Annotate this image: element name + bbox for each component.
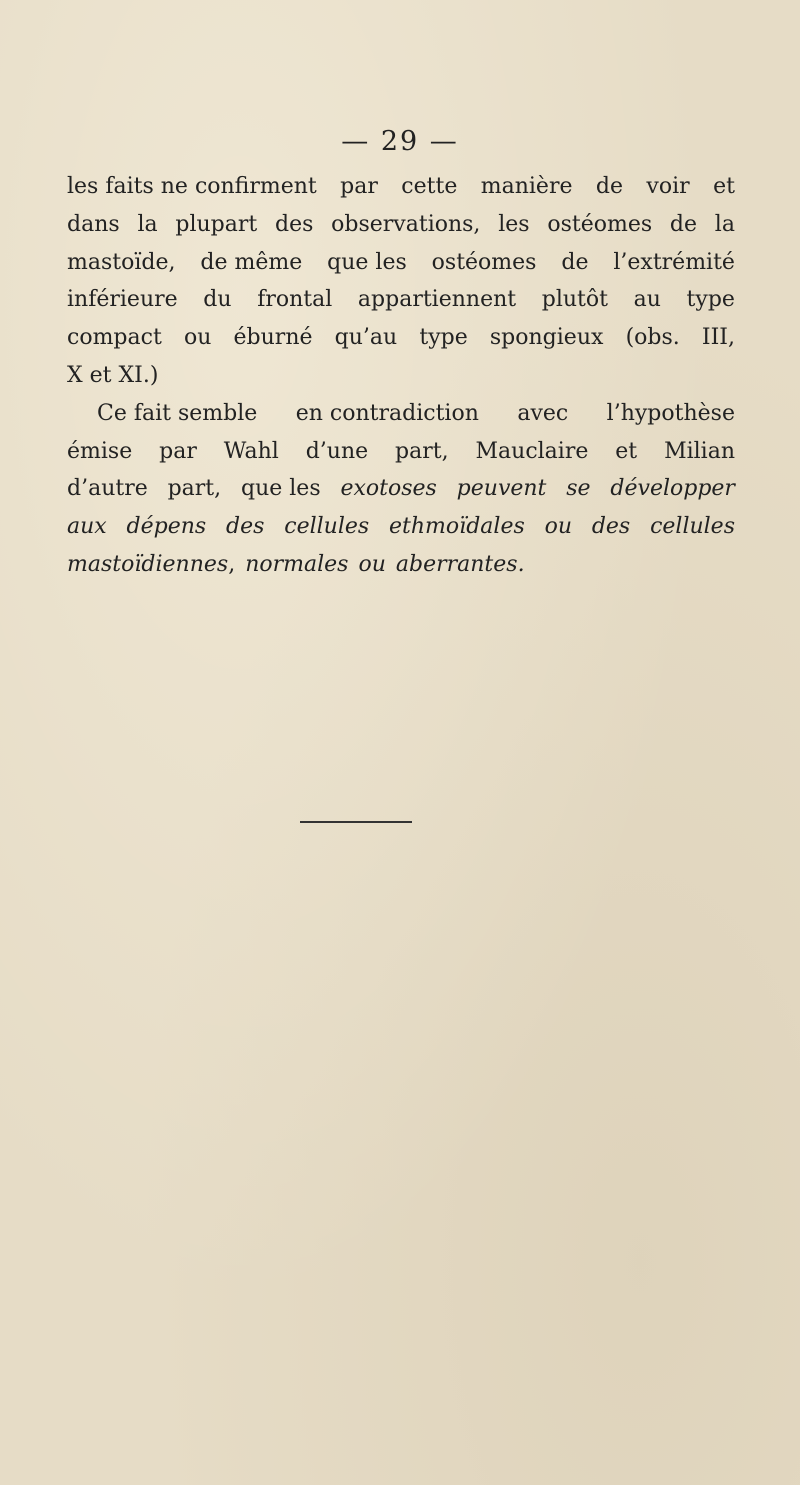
word: des bbox=[226, 514, 265, 540]
word: compact bbox=[67, 325, 162, 351]
word: ou bbox=[358, 551, 386, 577]
word: l’extrémité bbox=[613, 249, 735, 275]
word: inférieure bbox=[67, 287, 178, 313]
word: manière bbox=[480, 174, 573, 199]
word: aberrantes. bbox=[395, 551, 525, 577]
word: ou bbox=[183, 325, 212, 351]
word: la bbox=[714, 211, 735, 237]
word: Wahl bbox=[223, 438, 279, 464]
word: mastoïdiennes bbox=[67, 551, 229, 577]
word: d’autre bbox=[67, 476, 148, 502]
word: que les bbox=[327, 249, 407, 275]
word: type bbox=[419, 325, 468, 351]
text-line bbox=[67, 206, 735, 244]
word: voir bbox=[646, 174, 690, 199]
word-italic: exotoses bbox=[340, 476, 437, 502]
word: part, bbox=[395, 438, 449, 464]
text-line bbox=[67, 470, 735, 508]
text-line bbox=[67, 433, 735, 471]
word: avec bbox=[517, 400, 569, 426]
text-line bbox=[67, 395, 735, 433]
word: cellules bbox=[284, 514, 370, 540]
word: par bbox=[340, 174, 378, 199]
word: les bbox=[498, 211, 530, 237]
word: éburné bbox=[233, 325, 313, 351]
word-italic: développer bbox=[610, 476, 735, 502]
word: qu’au bbox=[334, 325, 398, 351]
text-line bbox=[67, 508, 735, 546]
horizontal-rule bbox=[300, 821, 412, 823]
text-line bbox=[67, 357, 735, 395]
word: de bbox=[595, 174, 624, 199]
word: du bbox=[203, 287, 232, 313]
text-line bbox=[67, 281, 735, 319]
word: ostéomes bbox=[547, 211, 653, 237]
word: spongieux bbox=[489, 325, 604, 351]
word: et bbox=[615, 438, 638, 464]
word: que les bbox=[241, 476, 321, 502]
word: la bbox=[137, 211, 158, 237]
word: type bbox=[686, 287, 735, 313]
word: dans bbox=[67, 211, 120, 237]
word: plupart bbox=[175, 211, 258, 237]
word-italic: se bbox=[566, 476, 591, 502]
word: par bbox=[159, 438, 197, 464]
word: de bbox=[669, 211, 698, 237]
text-line bbox=[67, 168, 735, 206]
word: Mauclaire bbox=[475, 438, 589, 464]
word: appartiennent bbox=[357, 287, 517, 313]
word: Milian bbox=[664, 438, 735, 464]
word: cette bbox=[401, 174, 458, 199]
word: X et XI.) bbox=[67, 362, 159, 388]
word: dépens bbox=[126, 514, 207, 540]
word: émise bbox=[67, 438, 133, 464]
word: ou bbox=[544, 514, 572, 540]
word: Ce fait semble bbox=[97, 400, 258, 426]
word: en contradiction bbox=[295, 400, 479, 426]
word: ostéomes bbox=[431, 249, 537, 275]
word: des bbox=[591, 514, 631, 540]
word: cellules bbox=[650, 514, 735, 540]
word: plutôt bbox=[541, 287, 608, 313]
page-number: — 29 — bbox=[341, 126, 459, 157]
word: , bbox=[228, 551, 236, 577]
word: part, bbox=[167, 476, 222, 502]
word: aux bbox=[67, 514, 107, 540]
text-line bbox=[67, 319, 735, 357]
word: normales bbox=[245, 551, 349, 577]
word: (obs. bbox=[625, 325, 680, 351]
word: mastoïde, bbox=[67, 249, 176, 275]
word: d’une bbox=[305, 438, 369, 464]
body-text bbox=[67, 168, 735, 584]
word: observations, bbox=[331, 211, 481, 237]
word: III, bbox=[701, 325, 735, 351]
word: au bbox=[633, 287, 661, 313]
word: des bbox=[274, 211, 314, 237]
text-line bbox=[67, 244, 735, 282]
word-italic: peuvent bbox=[456, 476, 547, 502]
word: de bbox=[561, 249, 589, 275]
word: les faits ne confirment bbox=[67, 174, 317, 199]
word: ethmoïdales bbox=[389, 514, 525, 540]
word: l’hypothèse bbox=[606, 400, 735, 426]
word: frontal bbox=[257, 287, 333, 313]
text-line bbox=[67, 546, 735, 584]
word: et bbox=[713, 174, 735, 199]
word: de même bbox=[200, 249, 303, 275]
